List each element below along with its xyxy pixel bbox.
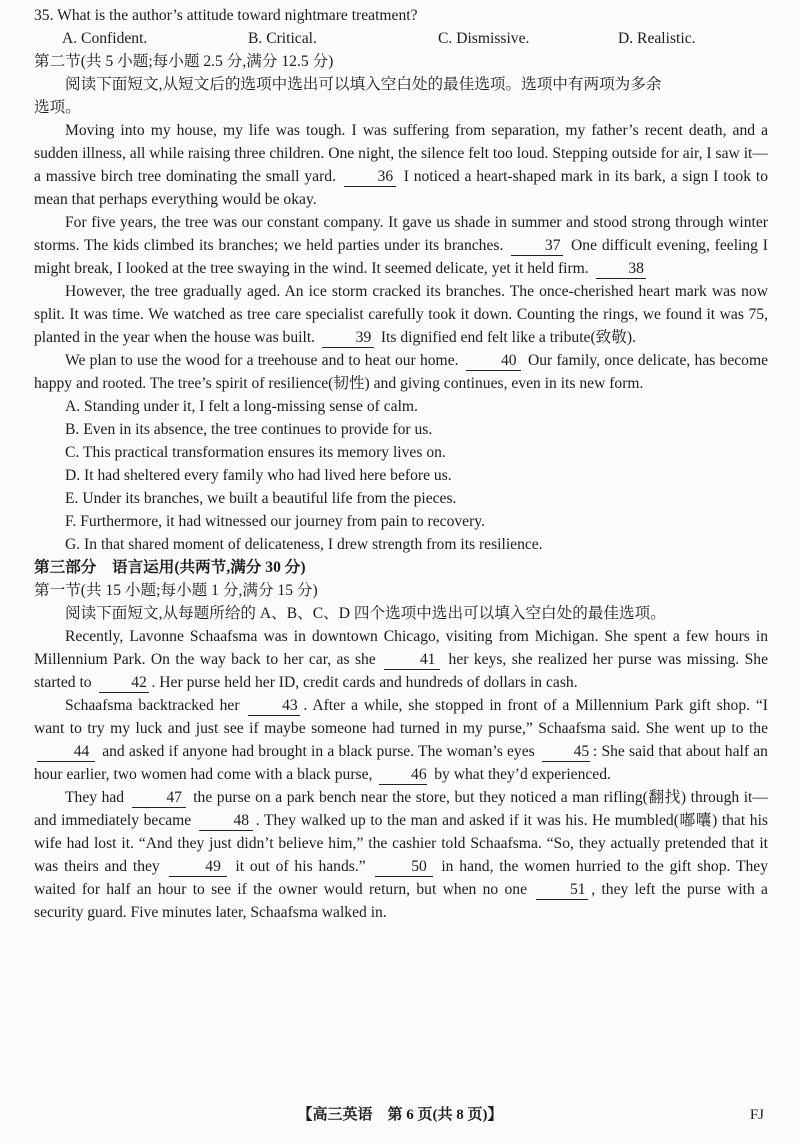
question-35-stem: 35. What is the author’s attitude toward nightmare treatment? [34,7,418,24]
blank-46: 46 [379,766,427,785]
part3-sub-heading: 第一节(共 15 小题;每小题 1 分,满分 15 分) [34,582,318,599]
choice-c: C. This practical transformation ensures its memory lives on. [65,444,446,461]
blank-43: 43 [248,697,300,716]
exam-page [34,4,768,924]
option-c: C. Dismissive. [438,30,530,47]
paragraph-text: However, the tree gradually aged. An ice storm cracked its branches. The once-cherished heart mark was now split. It was time. We watched as tree care specialist carefully took it down. Counting the rings, we found it was 75, planted in the year when the house was built. [34,283,768,346]
paragraph-text: Our family, once delicate, has become happy and rooted. The tree’s spirit of resilience(韧性) and giving continues, even in its new form. [34,352,769,392]
choice-g: G. In that shared moment of delicateness, I drew strength from its resilience. [65,536,543,553]
blank-47: 47 [132,789,186,808]
paragraph-text: and asked if anyone had brought in a black purse. The woman’s eyes [102,743,535,760]
choice-b: B. Even in its absence, the tree continues to provide for us. [65,421,433,438]
section2-instruction-2: 选项。 [34,99,81,116]
choice-e: E. Under its branches, we built a beautiful life from the pieces. [65,490,457,507]
blank-40: 40 [466,352,521,371]
blank-41: 41 [384,651,440,670]
paragraph-text: For five years, the tree was our constant company. It gave us shade in summer and stood strong through winter storms. The kids climbed its branches; we held parties under its branches. [34,214,768,254]
option-a: A. Confident. [62,30,148,47]
page-footer: 【高三英语 第 6 页(共 8 页)】 [297,1107,503,1123]
paragraph-text: Recently, Lavonne Schaafsma was in downtown Chicago, visiting from Michigan. She spent a few hours in Millennium Park. On the way back to her car, as she [34,628,768,668]
paragraph-text: We plan to use the wood for a treehouse and to heat our home. [65,352,459,369]
section2-heading: 第二节(共 5 小题;每小题 2.5 分,满分 12.5 分) [34,53,334,70]
blank-42: 42 [99,674,149,693]
passage2-paragraph-1 [34,625,768,694]
paragraph-text: . Her purse held her ID, credit cards and hundreds of dollars in cash. [151,674,578,691]
paragraph-text: They had [65,789,125,806]
paragraph-text: in hand, the women hurried to the gift shop. They waited for half an hour to see if the owner would return, but when no one [34,858,769,898]
blank-39: 39 [322,329,374,348]
option-b: B. Critical. [248,30,317,47]
paragraph-text: Its dignified end felt like a tribute(致敬). [380,329,636,346]
passage1-paragraph-4 [34,349,768,395]
option-d: D. Realistic. [618,30,696,47]
paragraph-text: . After a while, she stopped in front of a Millennium Park gift shop. “I want to try my luck and just see if maybe someone had turned in my purse,” Schaafsma said. She went up to the [34,697,768,737]
passage2-paragraph-3 [34,786,768,924]
blank-36: 36 [344,168,396,187]
choice-a: A. Standing under it, I felt a long-missing sense of calm. [65,398,418,415]
paragraph-text: the purse on a park bench near the store, but they noticed a man rifling(翻找) through it—and immediately became [34,789,768,829]
choice-f: F. Furthermore, it had witnessed our journey from pain to recovery. [65,513,485,530]
paragraph-text: . They walked up to the man and asked if it was his. He mumbled(嘟囔) that his wife had lost it. “And they just didn’t believe him,” the cashier told Schaafsma. “So, they actually pretended that it was theirs and they [34,812,769,875]
paragraph-text: Schaafsma backtracked her [65,697,240,714]
paragraph-text: : She said that about half an hour earlier, two women had come with a black purse, [34,743,768,783]
paragraph-text: One difficult evening, feeling I might break, I looked at the tree swaying in the wind. It seemed delicate, yet it held firm. [34,237,768,277]
section2-instruction-1: 阅读下面短文,从短文后的选项中选出可以填入空白处的最佳选项。选项中有两项为多余 [65,76,662,93]
paragraph-text: it out of his hands.” [235,858,366,875]
passage1-paragraph-3 [34,280,768,349]
blank-51: 51 [536,881,588,900]
part3-heading: 第三部分 语言运用(共两节,满分 30 分) [34,559,306,576]
blank-48: 48 [199,812,253,831]
paragraph-text: by what they’d experienced. [434,766,611,783]
part3-instruction: 阅读下面短文,从每题所给的 A、B、C、D 四个选项中选出可以填入空白处的最佳选项。 [65,605,666,622]
paragraph-text: her keys, she realized her purse was missing. She started to [34,651,768,691]
paragraph-text: I noticed a heart-shaped mark in its bark, a sign I took to mean that perhaps everything would be okay. [34,168,768,208]
paragraph-text: , they left the purse with a security guard. Five minutes later, Schaafsma walked in. [34,881,768,921]
blank-49: 49 [169,858,227,877]
choice-d: D. It had sheltered every family who had lived here before us. [65,467,452,484]
paragraph-text: Moving into my house, my life was tough. I was suffering from separation, my father’s recent death, and a sudden illness, all while raising three children. One night, the silence felt too loud. Stepping outside for air, I saw it—a massive birch tree dominating the small yard. [34,122,768,185]
passage2-paragraph-2 [34,694,768,786]
blank-50: 50 [375,858,433,877]
passage1-paragraph-1 [34,119,768,211]
passage1-paragraph-2 [34,211,768,280]
question-35-options [34,27,768,50]
blank-37: 37 [511,237,563,256]
blank-45: 45 [542,743,590,762]
footer-code: FJ [749,1107,764,1123]
blank-44: 44 [37,743,95,762]
blank-38: 38 [596,260,646,279]
